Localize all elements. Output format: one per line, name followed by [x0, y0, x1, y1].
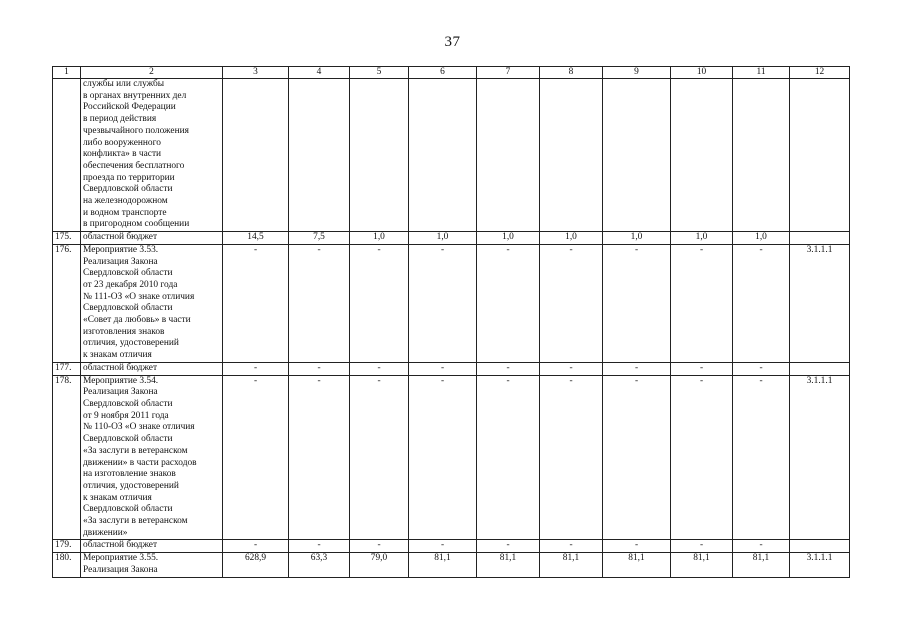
target-code-cell: 3.1.1.1 [790, 375, 850, 540]
amount-cell: - [350, 362, 409, 375]
amount-cell: - [671, 540, 733, 553]
item-name-line: № 110-ОЗ «О знаке отличия [83, 422, 195, 433]
amount-cell: 1,0 [603, 232, 671, 245]
item-name-line: Свердловской области [83, 184, 173, 195]
row-number-cell: 179. [53, 540, 81, 553]
amount-cell: - [540, 540, 603, 553]
item-name-line: и водном транспорте [83, 207, 167, 218]
amount-cell: 1,0 [733, 232, 790, 245]
amount-cell: 81,1 [540, 553, 603, 577]
target-code-cell [790, 540, 850, 553]
column-number-cell: 10 [671, 67, 733, 79]
item-name-line: Мероприятие 3.55. [83, 553, 159, 564]
table-body [53, 67, 850, 578]
table-row [53, 244, 850, 362]
amount-cell: - [603, 244, 671, 362]
item-name-line: от 9 ноября 2011 года [83, 410, 169, 421]
amount-cell [477, 79, 540, 232]
amount-cell: 1,0 [409, 232, 477, 245]
amount-cell: 1,0 [540, 232, 603, 245]
target-code-cell: 3.1.1.1 [790, 553, 850, 577]
item-name-line: Свердловской области [83, 398, 173, 409]
amount-cell: 7,5 [289, 232, 350, 245]
amount-cell: - [603, 362, 671, 375]
amount-cell: - [477, 540, 540, 553]
item-name-line: областной бюджет [83, 540, 158, 551]
table-row [53, 79, 850, 232]
amount-cell: - [671, 375, 733, 540]
item-name-line: изготовления знаков [83, 326, 165, 337]
item-name-line: Свердловской области [83, 434, 173, 445]
document-table [52, 66, 850, 578]
amount-cell [289, 79, 350, 232]
item-name-line: Реализация Закона [83, 256, 158, 267]
item-name-cell [81, 362, 223, 375]
row-number-cell: 177. [53, 362, 81, 375]
item-name-line: Свердловской области [83, 303, 173, 314]
table-row [53, 362, 850, 375]
amount-cell: - [350, 244, 409, 362]
amount-cell: - [733, 540, 790, 553]
target-code-cell: 3.1.1.1 [790, 244, 850, 362]
amount-cell [540, 79, 603, 232]
item-name-line: «За заслуги в ветеранском [83, 516, 188, 527]
item-name-line: на железнодорожном [83, 196, 168, 207]
item-name-line: движении» в части расходов [83, 457, 197, 468]
table-row [53, 553, 850, 577]
column-number-cell: 5 [350, 67, 409, 79]
item-name-line: к знакам отличия [83, 492, 152, 503]
item-name-line: № 111-ОЗ «О знаке отличия [83, 291, 195, 302]
amount-cell: - [350, 540, 409, 553]
row-number-cell: 178. [53, 375, 81, 540]
amount-cell: 81,1 [733, 553, 790, 577]
amount-cell: - [671, 362, 733, 375]
item-name-line: отличия, удостоверений [83, 338, 179, 349]
amount-cell [223, 79, 289, 232]
item-name-cell [81, 540, 223, 553]
item-name-line: Российской Федерации [83, 102, 176, 113]
row-number-cell: 180. [53, 553, 81, 577]
column-number-cell: 7 [477, 67, 540, 79]
amount-cell: - [540, 375, 603, 540]
amount-cell: 63,3 [289, 553, 350, 577]
item-name-line: Свердловской области [83, 504, 173, 515]
amount-cell [350, 79, 409, 232]
amount-cell: - [671, 244, 733, 362]
item-name-line: к знакам отличия [83, 350, 152, 361]
amount-cell: - [540, 362, 603, 375]
page-number: 37 [444, 34, 461, 50]
item-name-line: от 23 декабря 2010 года [83, 279, 178, 290]
column-number-cell: 4 [289, 67, 350, 79]
item-name-line: областной бюджет [83, 232, 158, 243]
column-number-cell: 12 [790, 67, 850, 79]
amount-cell: 81,1 [477, 553, 540, 577]
item-name-line: областной бюджет [83, 362, 158, 373]
target-code-cell [790, 362, 850, 375]
amount-cell: - [223, 540, 289, 553]
item-name-line: «Совет да любовь» в части [83, 315, 191, 326]
amount-cell: 628,9 [223, 553, 289, 577]
amount-cell: - [603, 540, 671, 553]
table-row [53, 232, 850, 245]
column-number-cell: 8 [540, 67, 603, 79]
item-name-line: «За заслуги в ветеранском [83, 445, 188, 456]
item-name-cell [81, 553, 223, 577]
column-number-row [53, 67, 850, 79]
item-name-line: службы или службы [83, 79, 165, 89]
amount-cell: - [289, 540, 350, 553]
column-number-cell: 9 [603, 67, 671, 79]
row-number-cell: 175. [53, 232, 81, 245]
item-name-line: Свердловской области [83, 268, 173, 279]
amount-cell: 81,1 [409, 553, 477, 577]
item-name-line: проезда по территории [83, 172, 175, 183]
amount-cell: - [603, 375, 671, 540]
column-number-cell: 3 [223, 67, 289, 79]
amount-cell: 1,0 [671, 232, 733, 245]
amount-cell: 79,0 [350, 553, 409, 577]
row-number-cell [53, 79, 81, 232]
item-name-line: Мероприятие 3.53. [83, 244, 159, 255]
amount-cell [603, 79, 671, 232]
amount-cell [733, 79, 790, 232]
amount-cell: - [223, 375, 289, 540]
item-name-line: в период действия [83, 114, 157, 125]
amount-cell: - [409, 362, 477, 375]
item-name-cell [81, 232, 223, 245]
item-name-line: на изготовление знаков [83, 469, 176, 480]
amount-cell: - [540, 244, 603, 362]
amount-cell: - [409, 540, 477, 553]
amount-cell: - [733, 375, 790, 540]
amount-cell: - [350, 375, 409, 540]
item-name-line: конфликта» в части [83, 149, 162, 160]
column-number-cell: 11 [733, 67, 790, 79]
item-name-line: Реализация Закона [83, 564, 158, 575]
item-name-line: движении» [83, 527, 128, 538]
column-number-cell: 1 [53, 67, 81, 79]
amount-cell: 81,1 [671, 553, 733, 577]
table-row [53, 540, 850, 553]
amount-cell: - [733, 362, 790, 375]
amount-cell: - [289, 375, 350, 540]
item-name-line: в органах внутренних дел [83, 90, 187, 101]
amount-cell: - [223, 362, 289, 375]
item-name-line: Мероприятие 3.54. [83, 375, 159, 386]
table-row [53, 375, 850, 540]
amount-cell: - [409, 375, 477, 540]
item-name-cell [81, 79, 223, 232]
item-name-line: обеспечения бесплатного [83, 160, 185, 171]
amount-cell: - [289, 244, 350, 362]
item-name-line: Реализация Закона [83, 387, 158, 398]
item-name-cell [81, 244, 223, 362]
column-number-cell: 2 [81, 67, 223, 79]
amount-cell: - [223, 244, 289, 362]
item-name-line: в пригородном сообщении [83, 219, 190, 230]
amount-cell: - [477, 375, 540, 540]
amount-cell: 81,1 [603, 553, 671, 577]
item-name-line: либо вооруженного [83, 137, 161, 148]
amount-cell: - [409, 244, 477, 362]
amount-cell: - [733, 244, 790, 362]
item-name-cell [81, 375, 223, 540]
item-name-line: чрезвычайного положения [83, 125, 189, 136]
amount-cell: - [289, 362, 350, 375]
amount-cell: 1,0 [477, 232, 540, 245]
item-name-line: отличия, удостоверений [83, 480, 179, 491]
target-code-cell [790, 79, 850, 232]
amount-cell [409, 79, 477, 232]
amount-cell: 14,5 [223, 232, 289, 245]
target-code-cell [790, 232, 850, 245]
row-number-cell: 176. [53, 244, 81, 362]
amount-cell [671, 79, 733, 232]
amount-cell: - [477, 362, 540, 375]
amount-cell: - [477, 244, 540, 362]
amount-cell: 1,0 [350, 232, 409, 245]
column-number-cell: 6 [409, 67, 477, 79]
